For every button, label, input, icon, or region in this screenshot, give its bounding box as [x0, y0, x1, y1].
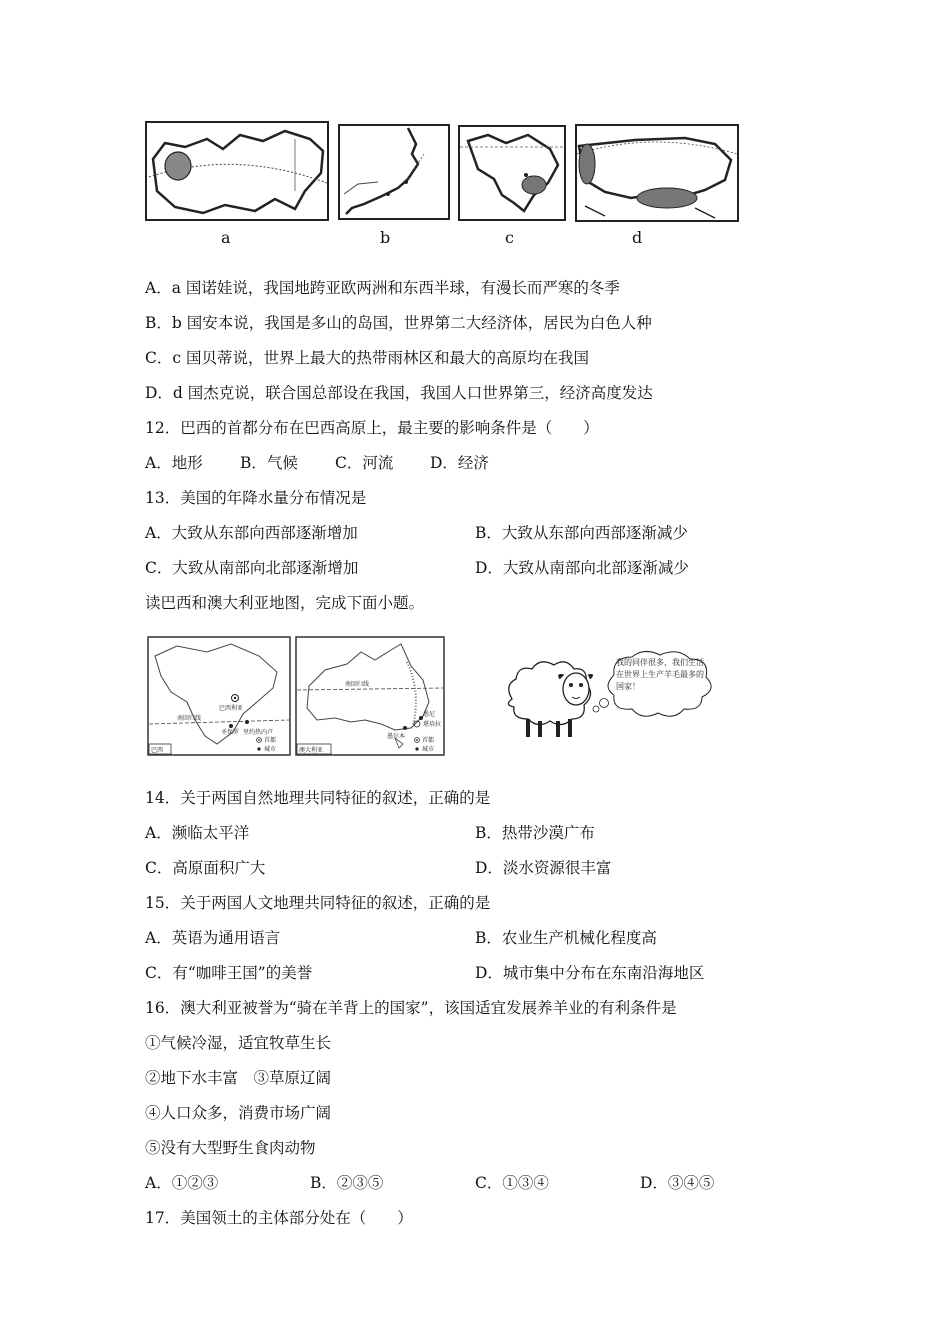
map-russia: [145, 121, 329, 221]
q15-option-a: A．英语为通用语言: [145, 929, 281, 947]
q14-option-a: A．濒临太平洋: [145, 824, 250, 842]
q13-option-a: A．大致从东部向西部逐渐增加: [145, 524, 358, 542]
australia-label-canberra: 堪培拉: [423, 721, 442, 728]
q16-condition-4: ④人口众多，消费市场广阔: [145, 1104, 332, 1122]
q15-option-d: D．城市集中分布在东南沿海地区: [475, 964, 705, 982]
map-label-b: b: [380, 228, 391, 247]
australia-map-title: 澳大利亚: [299, 747, 324, 754]
brazil-map-title: 巴西: [151, 747, 164, 754]
q16-option-c: C．①③④: [475, 1174, 549, 1192]
q13-stem: 13．美国的年降水量分布情况是: [145, 489, 367, 507]
brazil-map: [147, 636, 291, 756]
australia-legend-city: 城市: [422, 746, 435, 753]
australia-legend-capital: 首都: [422, 737, 435, 744]
australia-label-sydney: 悉尼: [423, 711, 436, 718]
q12-option-d: D．经济: [430, 454, 489, 472]
q15-option-b: B．农业生产机械化程度高: [475, 929, 657, 947]
q14-option-d: D．淡水资源很丰富: [475, 859, 612, 877]
q14-option-c: C．高原面积广大: [145, 859, 266, 877]
q15-option-c: C．有“咖啡王国”的美誉: [145, 964, 313, 982]
q12-option-a: A．地形: [145, 454, 203, 472]
q16-option-d: D．③④⑤: [640, 1174, 715, 1192]
q16-option-a: A．①②③: [145, 1174, 219, 1192]
brazil-label-capital: 巴西利亚: [219, 705, 244, 712]
q15-stem: 15．关于两国人文地理共同特征的叙述，正确的是: [145, 894, 491, 912]
q14-stem: 14．关于两国自然地理共同特征的叙述，正确的是: [145, 789, 491, 807]
brazil-label-saopaulo: 圣保罗: [221, 729, 240, 736]
brazil-label-rio: 里约热内卢: [243, 729, 274, 736]
map-usa: [575, 124, 739, 222]
q12-option-b: B．气候: [240, 454, 298, 472]
map-brazil: [458, 125, 566, 221]
brazil-legend-city: 城市: [264, 746, 277, 753]
q11-option-c: C．c 国贝蒂说，世界上最大的热带雨林区和最大的高原均在我国: [145, 349, 589, 367]
australia-map: [295, 636, 445, 756]
q13-option-b: B．大致从东部向西部逐渐减少: [475, 524, 688, 542]
q11-option-a: A．a 国诺娃说，我国地跨亚欧两洲和东西半球，有漫长而严寒的冬季: [145, 279, 620, 297]
q14-option-b: B．热带沙漠广布: [475, 824, 595, 842]
q16-option-b: B．②③⑤: [310, 1174, 384, 1192]
q16-condition-1: ①气候冷湿，适宜牧草生长: [145, 1034, 332, 1052]
australia-label-tropic: 南回归线: [345, 681, 370, 688]
q12-option-c: C．河流: [335, 454, 394, 472]
australia-label-melbourne: 墨尔本: [387, 733, 406, 740]
q13-option-d: D．大致从南部向北部逐渐减少: [475, 559, 689, 577]
map-label-d: d: [632, 228, 643, 247]
read-intro: 读巴西和澳大利亚地图，完成下面小题。: [145, 594, 425, 612]
q11-option-d: D．d 国杰克说，联合国总部设在我国，我国人口世界第三，经济高度发达: [145, 384, 653, 402]
q11-option-b: B．b 国安本说，我国是多山的岛国，世界第二大经济体，居民为白色人种: [145, 314, 652, 332]
q17-stem: 17．美国领土的主体部分处在（ ）: [145, 1209, 413, 1227]
q16-condition-5: ⑤没有大型野生食肉动物: [145, 1139, 316, 1157]
brazil-legend-capital: 首都: [264, 737, 277, 744]
q12-stem: 12．巴西的首都分布在巴西高原上，最主要的影响条件是（ ）: [145, 419, 599, 437]
q16-condition-2-3: ②地下水丰富 ③草原辽阔: [145, 1069, 332, 1087]
map-japan: [338, 124, 450, 220]
q13-option-c: C．大致从南部向北部逐渐增加: [145, 559, 359, 577]
map-label-c: c: [505, 228, 514, 247]
map-label-a: a: [221, 228, 231, 247]
q16-stem: 16．澳大利亚被誉为“骑在羊背上的国家”，该国适宜发展养羊业的有利条件是: [145, 999, 677, 1017]
brazil-label-tropic: 南回归线: [177, 715, 202, 722]
sheep-speech-text: 我的同伴很多，我们生活在世界上生产羊毛最多的国家！: [616, 658, 704, 691]
